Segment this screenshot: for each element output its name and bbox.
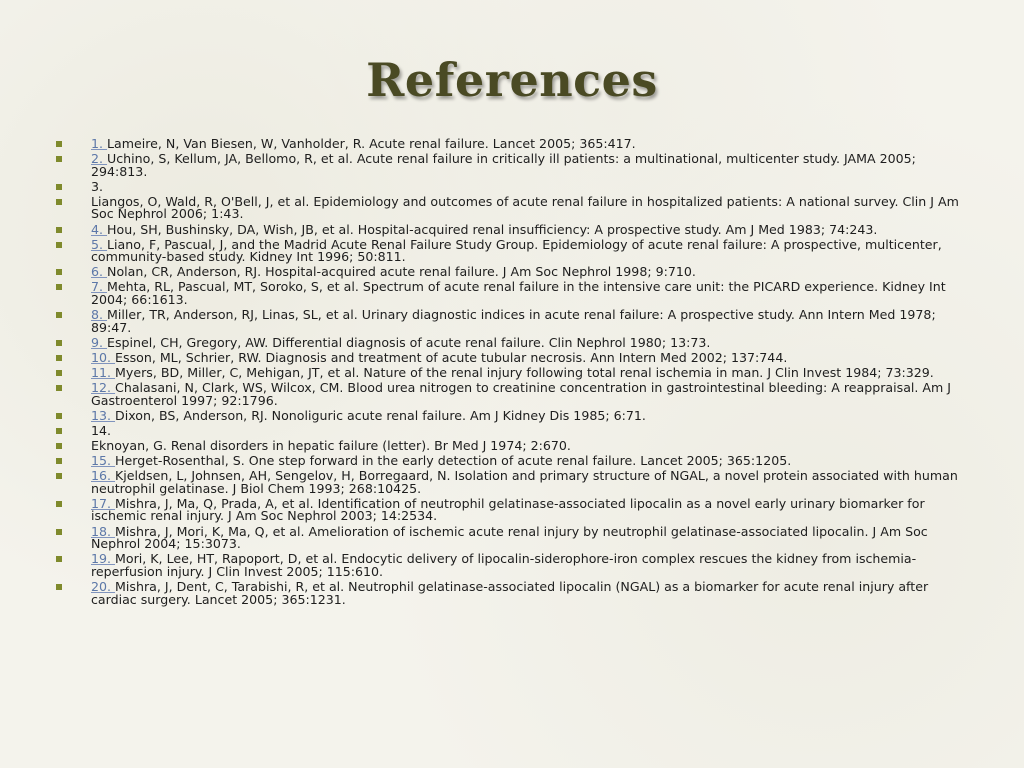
reference-item [56,367,966,380]
page-title: References [366,53,658,107]
reference-number-link[interactable]: 2. [91,151,108,167]
reference-number-link[interactable]: 10. [91,349,116,365]
reference-item [56,334,966,350]
reference-item [56,281,966,306]
reference-number-link[interactable]: 16. [91,468,116,484]
reference-number-link[interactable]: 4. [91,221,108,237]
reference-text: 3. [91,178,104,194]
reference-item [56,349,966,365]
square-bullet-icon [56,199,62,205]
reference-number-link[interactable]: 5. [91,236,108,252]
reference-number-link[interactable]: 18. [91,523,116,539]
reference-list [56,138,966,609]
square-bullet-icon [56,584,62,590]
square-bullet-icon [56,242,62,248]
reference-number-link[interactable]: 19. [91,551,116,567]
square-bullet-icon [56,413,62,419]
square-bullet-icon [56,284,62,290]
reference-text: Liano, F, Pascual, J, and the Madrid Acute Renal Failure Study Group. Epidemiology of acute renal failure: A prospective, multicenter, community-based study. Kidney Int 1996; 50:811. [91,236,942,265]
reference-item [56,178,966,194]
reference-text: Esson, ML, Schrier, RW. Diagnosis and treatment of acute tubular necrosis. Ann Intern Med 2002; 137:744. [115,349,788,365]
reference-text: Liangos, O, Wald, R, O'Bell, J, et al. Epidemiology and outcomes of acute renal failure in hospitalized patients: A national survey. Clin J Am Soc Nephrol 2006; 1:43. [91,193,959,222]
reference-number-link[interactable]: 20. [91,578,116,594]
reference-item [56,382,966,407]
reference-number-link[interactable]: 13. [91,407,116,423]
reference-text: Mehta, RL, Pascual, MT, Soroko, S, et al. Spectrum of acute renal failure in the intensive care unit: the PICARD experience. Kidney Int 2004; 66:1613. [91,279,946,308]
square-bullet-icon [56,227,62,233]
square-bullet-icon [56,269,62,275]
square-bullet-icon [56,141,62,147]
reference-text: Myers, BD, Miller, C, Mehigan, JT, et al. Nature of the renal injury following total renal ischemia in man. J Clin Invest 1984; 73:329. [115,365,934,380]
reference-number-link[interactable]: 1. [91,136,108,151]
square-bullet-icon [56,443,62,449]
reference-item [56,470,966,495]
reference-text: Dixon, BS, Anderson, RJ. Nonoliguric acute renal failure. Am J Kidney Dis 1985; 6:71. [115,407,646,423]
reference-item [56,523,966,552]
reference-item [56,553,966,578]
reference-item [56,236,966,265]
square-bullet-icon [56,458,62,464]
reference-number-link[interactable]: 6. [91,264,108,280]
reference-text: Espinel, CH, Gregory, AW. Differential diagnosis of acute renal failure. Clin Nephrol 1980; 13:73. [107,334,711,350]
reference-text: Chalasani, N, Clark, WS, Wilcox, CM. Blood urea nitrogen to creatinine concentration in gastrointestinal bleeding: A reappraisal. Am J Gastroenterol 1997; 92:1796. [91,380,952,408]
reference-number-link[interactable]: 17. [91,495,116,511]
reference-text: Herget-Rosenthal, S. One step forward in the early detection of acute renal failure. Lancet 2005; 365:1205. [115,453,792,469]
reference-item [56,266,966,279]
reference-item [56,495,966,524]
reference-text: Eknoyan, G. Renal disorders in hepatic failure (letter). Br Med J 1974; 2:670. [91,437,571,453]
square-bullet-icon [56,556,62,562]
reference-text: Mishra, J, Mori, K, Ma, Q, et al. Amelioration of ischemic acute renal injury by neutrophil gelatinase-associated lipocalin. J Am Soc Nephrol 2004; 15:3073. [91,523,928,552]
reference-item [56,221,966,237]
reference-text: Nolan, CR, Anderson, RJ. Hospital-acquired acute renal failure. J Am Soc Nephrol 1998; 9:710. [107,264,696,280]
reference-item [56,193,966,222]
reference-text: Lameire, N, Van Biesen, W, Vanholder, R. Acute renal failure. Lancet 2005; 365:417. [107,136,636,151]
reference-number-link[interactable]: 9. [91,334,108,350]
square-bullet-icon [56,340,62,346]
reference-text: Miller, TR, Anderson, RJ, Linas, SL, et al. Urinary diagnostic indices in acute renal failure: A prospective study. Ann Intern Med 1978; 89:47. [91,307,936,335]
square-bullet-icon [56,473,62,479]
reference-number-link[interactable]: 15. [91,453,116,469]
square-bullet-icon [56,428,62,434]
square-bullet-icon [56,312,62,318]
reference-item [56,455,966,468]
reference-text: Mishra, J, Ma, Q, Prada, A, et al. Identification of neutrophil gelatinase-associated lipocalin as a novel early urinary biomarker for ischemic renal injury. J Am Soc Nephrol 2003; 14:2534. [91,495,925,524]
square-bullet-icon [56,355,62,361]
square-bullet-icon [56,529,62,535]
reference-item [56,422,966,438]
reference-text: 14. [91,422,112,438]
square-bullet-icon [56,156,62,162]
reference-item [56,153,966,178]
reference-number-link[interactable]: 12. [91,380,116,396]
reference-text: Mishra, J, Dent, C, Tarabishi, R, et al. Neutrophil gelatinase-associated lipocalin (NGAL) as a biomarker for acute renal injury after cardiac surgery. Lancet 2005; 365:1231. [91,578,929,607]
reference-item [56,138,966,151]
reference-item [56,407,966,423]
reference-item [56,437,966,453]
reference-number-link[interactable]: 11. [91,365,116,380]
square-bullet-icon [56,385,62,391]
square-bullet-icon [56,184,62,190]
reference-text: Uchino, S, Kellum, JA, Bellomo, R, et al. Acute renal failure in critically ill patients: a multinational, multicenter study. JAMA 2005; 294:813. [91,151,916,179]
reference-item [56,309,966,334]
reference-text: Hou, SH, Bushinsky, DA, Wish, JB, et al. Hospital-acquired renal insufficiency: A prospective study. Am J Med 1983; 74:243. [107,221,878,237]
reference-number-link[interactable]: 7. [91,279,108,295]
reference-number-link[interactable]: 8. [91,307,108,323]
reference-text: Kjeldsen, L, Johnsen, AH, Sengelov, H, Borregaard, N. Isolation and primary structure of NGAL, a novel protein associated with human neutrophil gelatinase. J Biol Chem 1993; 268:10425. [91,468,958,496]
reference-item [56,578,966,607]
reference-text: Mori, K, Lee, HT, Rapoport, D, et al. Endocytic delivery of lipocalin-siderophore-iron complex rescues the kidney from ischemia-reperfusion injury. J Clin Invest 2005; 115:610. [91,551,917,579]
square-bullet-icon [56,501,62,507]
square-bullet-icon [56,370,62,376]
